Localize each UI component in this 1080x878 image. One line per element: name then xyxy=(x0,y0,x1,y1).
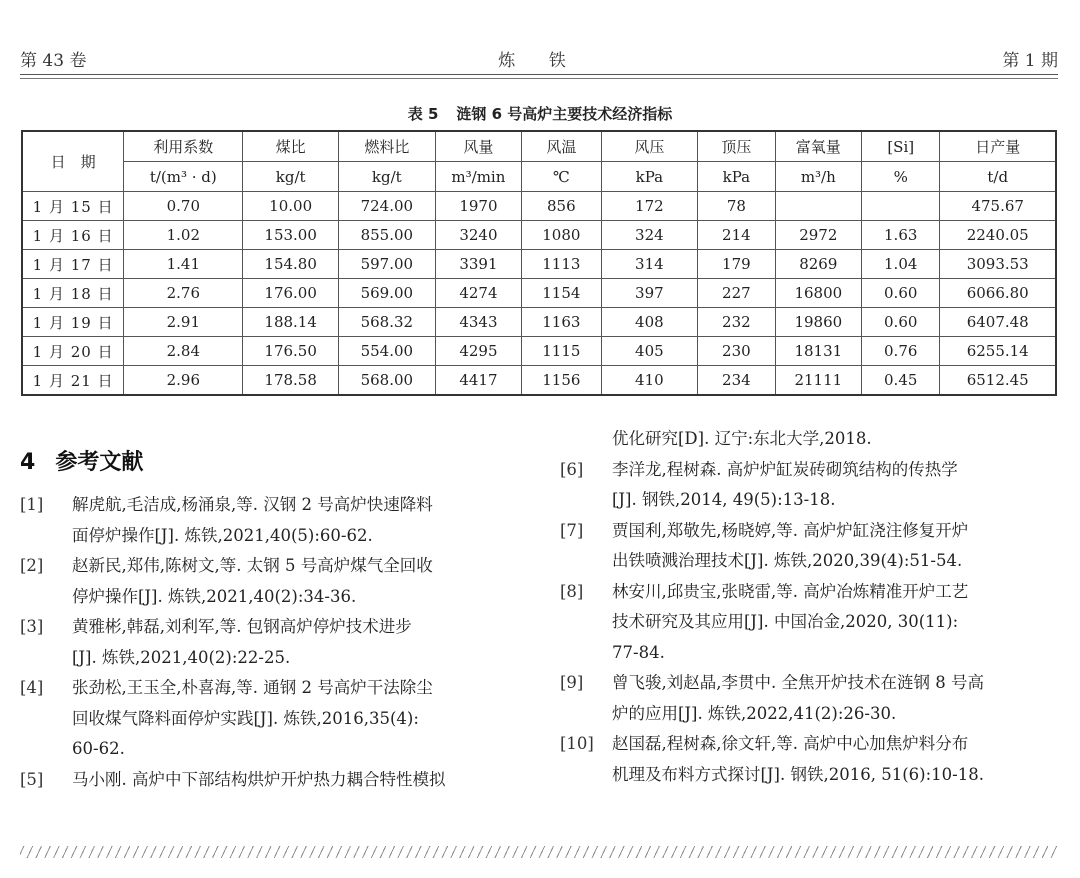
table-cell: 410 xyxy=(601,366,698,396)
table-header-row xyxy=(22,131,1056,162)
reference-index: [2] xyxy=(20,556,44,575)
table-cell: 554.00 xyxy=(338,337,435,366)
table-cell: 1970 xyxy=(435,192,522,221)
table-cell: 8269 xyxy=(775,250,862,279)
date-cell: 1 月 15 日 xyxy=(22,192,124,221)
table-cell: 324 xyxy=(601,221,698,250)
table-cell: 234 xyxy=(698,366,775,396)
table-cell: 597.00 xyxy=(338,250,435,279)
reference-line: 李洋龙,程树森. 高炉炉缸炭砖砌筑结构的传热学 xyxy=(612,459,958,479)
table-cell: 153.00 xyxy=(243,221,339,250)
table-cell: 227 xyxy=(698,279,775,308)
decorative-border xyxy=(20,846,1058,858)
table-cell: 1080 xyxy=(522,221,601,250)
table-cell: 856 xyxy=(522,192,601,221)
table-row xyxy=(22,308,1056,337)
table-cell: 230 xyxy=(698,337,775,366)
table-cell: 6255.14 xyxy=(940,337,1056,366)
reference-item xyxy=(560,455,1060,516)
date-cell: 1 月 18 日 xyxy=(22,279,124,308)
reference-item xyxy=(20,673,532,765)
table-cell: 0.60 xyxy=(862,308,940,337)
table-cell: 405 xyxy=(601,337,698,366)
reference-line: 贾国利,郑敬先,杨晓婷,等. 高炉炉缸浇注修复开炉 xyxy=(612,520,969,540)
reference-line: [J]. 钢铁,2014, 49(5):13-18. xyxy=(612,490,836,509)
column-unit: ℃ xyxy=(522,162,601,192)
table-number: 表 5 xyxy=(407,105,439,123)
table-body xyxy=(22,192,1056,396)
table-cell: 0.70 xyxy=(124,192,243,221)
table-cell: 4295 xyxy=(435,337,522,366)
table-cell: 188.14 xyxy=(243,308,339,337)
table-cell: 1.04 xyxy=(862,250,940,279)
journal-name: 炼 铁 xyxy=(498,51,580,71)
reference-line: 赵新民,郑伟,陈树文,等. 太钢 5 号高炉煤气全回收 xyxy=(72,556,433,575)
table-row xyxy=(22,279,1056,308)
reference-line: 面停炉操作[J]. 炼铁,2021,40(5):60-62. xyxy=(72,525,373,545)
table-cell: 2.76 xyxy=(124,279,243,308)
table-cell: 214 xyxy=(698,221,775,250)
table-cell: 0.60 xyxy=(862,279,940,308)
column-unit: kPa xyxy=(698,162,775,192)
reference-item xyxy=(560,516,1060,577)
column-header: 燃料比 xyxy=(338,131,435,162)
table-row xyxy=(22,250,1056,279)
date-cell: 1 月 21 日 xyxy=(22,366,124,396)
column-header: 顶压 xyxy=(698,131,775,162)
table-cell: 172 xyxy=(601,192,698,221)
table-cell: 1.63 xyxy=(862,221,940,250)
column-header: [Si] xyxy=(862,131,940,162)
table-cell: 569.00 xyxy=(338,279,435,308)
section-number: 4 xyxy=(20,450,36,475)
reference-line: 解虎航,毛洁成,杨涌泉,等. 汉钢 2 号高炉快速降料 xyxy=(72,495,433,514)
section-title: 参考文献 xyxy=(55,450,144,475)
reference-line: 60-62. xyxy=(72,739,125,758)
date-cell: 1 月 19 日 xyxy=(22,308,124,337)
table-cell: 314 xyxy=(601,250,698,279)
reference-index: [1] xyxy=(20,495,44,514)
table-cell: 19860 xyxy=(775,308,862,337)
column-header-date: 日 期 xyxy=(22,131,124,192)
column-unit: kg/t xyxy=(338,162,435,192)
table-cell: 724.00 xyxy=(338,192,435,221)
reference-item xyxy=(560,424,1060,455)
table-cell: 10.00 xyxy=(243,192,339,221)
column-header: 利用系数 xyxy=(124,131,243,162)
table-row xyxy=(22,337,1056,366)
column-unit: m³/min xyxy=(435,162,522,192)
table-cell: 855.00 xyxy=(338,221,435,250)
column-header: 风温 xyxy=(522,131,601,162)
reference-line: 出铁喷溅治理技术[J]. 炼铁,2020,39(4):51-54. xyxy=(612,551,963,570)
reference-item xyxy=(20,551,532,612)
reference-index: [6] xyxy=(560,459,584,479)
reference-line: 机理及布料方式探讨[J]. 钢铁,2016, 51(6):10-18. xyxy=(612,764,984,784)
section-heading xyxy=(20,445,143,476)
table-cell: 18131 xyxy=(775,337,862,366)
references-column-right xyxy=(560,424,1060,790)
reference-item xyxy=(560,668,1060,729)
table-cell: 0.76 xyxy=(862,337,940,366)
column-unit: t/d xyxy=(940,162,1056,192)
table-cell: 1113 xyxy=(522,250,601,279)
reference-index: [9] xyxy=(560,673,584,692)
reference-index: [5] xyxy=(20,769,44,789)
table-cell: 2240.05 xyxy=(940,221,1056,250)
table-cell: 2.96 xyxy=(124,366,243,396)
reference-line: 黄雅彬,韩磊,刘利军,等. 包钢高炉停炉技术进步 xyxy=(72,617,412,636)
table-cell: 1.41 xyxy=(124,250,243,279)
table-cell: 2972 xyxy=(775,221,862,250)
table-cell: 3240 xyxy=(435,221,522,250)
reference-line: 马小刚. 高炉中下部结构烘炉开炉热力耦合特性模拟 xyxy=(72,769,446,789)
column-unit: % xyxy=(862,162,940,192)
reference-line: 林安川,邱贵宝,张晓雷,等. 高炉冶炼精准开炉工艺 xyxy=(612,581,969,601)
reference-item xyxy=(560,577,1060,669)
table-cell: 408 xyxy=(601,308,698,337)
reference-index: [3] xyxy=(20,617,44,636)
table-cell: 4417 xyxy=(435,366,522,396)
table-cell: 176.50 xyxy=(243,337,339,366)
reference-item xyxy=(560,729,1060,790)
volume-label: 第 43 卷 xyxy=(20,51,87,71)
table-cell: 2.91 xyxy=(124,308,243,337)
reference-line: 曾飞骏,刘赵晶,李贯中. 全焦开炉技术在涟钢 8 号高 xyxy=(612,673,984,692)
table-cell: 154.80 xyxy=(243,250,339,279)
table-cell: 3391 xyxy=(435,250,522,279)
references-column-left xyxy=(20,490,532,795)
table-cell: 232 xyxy=(698,308,775,337)
column-unit: kg/t xyxy=(243,162,339,192)
reference-line: 炉的应用[J]. 炼铁,2022,41(2):26-30. xyxy=(612,703,897,723)
column-header: 富氧量 xyxy=(775,131,862,162)
table-cell: 176.00 xyxy=(243,279,339,308)
reference-line: 停炉操作[J]. 炼铁,2021,40(2):34-36. xyxy=(72,586,357,606)
reference-item xyxy=(20,765,532,796)
date-cell: 1 月 20 日 xyxy=(22,337,124,366)
table-cell: 2.84 xyxy=(124,337,243,366)
reference-line: 回收煤气降料面停炉实践[J]. 炼铁,2016,35(4): xyxy=(72,708,419,728)
table-cell: 1163 xyxy=(522,308,601,337)
reference-index: [7] xyxy=(560,520,584,540)
table-cell: 21111 xyxy=(775,366,862,396)
table-row xyxy=(22,221,1056,250)
table-cell: 6407.48 xyxy=(940,308,1056,337)
table-cell xyxy=(862,192,940,221)
table-title-text: 涟钢 6 号高炉主要技术经济指标 xyxy=(456,105,673,123)
column-header: 日产量 xyxy=(940,131,1056,162)
column-unit: m³/h xyxy=(775,162,862,192)
reference-line: [J]. 炼铁,2021,40(2):22-25. xyxy=(72,647,291,667)
table-cell: 475.67 xyxy=(940,192,1056,221)
table-cell: 568.32 xyxy=(338,308,435,337)
table-cell: 178.58 xyxy=(243,366,339,396)
column-unit: kPa xyxy=(601,162,698,192)
table-cell: 1156 xyxy=(522,366,601,396)
column-header: 煤比 xyxy=(243,131,339,162)
column-unit: t/(m³ · d) xyxy=(124,162,243,192)
table-cell: 568.00 xyxy=(338,366,435,396)
table-cell: 6066.80 xyxy=(940,279,1056,308)
date-cell: 1 月 17 日 xyxy=(22,250,124,279)
issue-label: 第 1 期 xyxy=(1002,51,1058,71)
reference-line: 77-84. xyxy=(612,642,665,662)
reference-item xyxy=(20,612,532,673)
table-cell: 4274 xyxy=(435,279,522,308)
table-row xyxy=(22,366,1056,396)
reference-line: 技术研究及其应用[J]. 中国冶金,2020, 30(11): xyxy=(612,612,959,631)
reference-line: 张劲松,王玉全,朴喜海,等. 通钢 2 号高炉干法除尘 xyxy=(72,678,433,697)
table-cell: 6512.45 xyxy=(940,366,1056,396)
date-cell: 1 月 16 日 xyxy=(22,221,124,250)
table-cell: 397 xyxy=(601,279,698,308)
column-header: 风压 xyxy=(601,131,698,162)
running-header xyxy=(20,40,1058,70)
table-cell: 1115 xyxy=(522,337,601,366)
reference-line: 赵国磊,程树森,徐文轩,等. 高炉中心加焦炉料分布 xyxy=(612,734,969,753)
table-cell: 0.45 xyxy=(862,366,940,396)
table-cell xyxy=(775,192,862,221)
table-unit-row xyxy=(22,162,1056,192)
header-rule xyxy=(20,74,1058,75)
table-cell: 179 xyxy=(698,250,775,279)
table-cell: 1154 xyxy=(522,279,601,308)
table-row xyxy=(22,192,1056,221)
table-cell: 1.02 xyxy=(124,221,243,250)
indicators-table xyxy=(21,130,1057,396)
reference-index: [10] xyxy=(560,734,594,753)
column-header: 风量 xyxy=(435,131,522,162)
table-cell: 78 xyxy=(698,192,775,221)
reference-index: [4] xyxy=(20,678,44,697)
reference-line: 优化研究[D]. 辽宁:东北大学,2018. xyxy=(612,429,872,448)
table-cell: 3093.53 xyxy=(940,250,1056,279)
reference-index: [8] xyxy=(560,581,584,601)
reference-item xyxy=(20,490,532,551)
table-cell: 16800 xyxy=(775,279,862,308)
table-caption xyxy=(0,103,1080,124)
table-cell: 4343 xyxy=(435,308,522,337)
header-rule-thin xyxy=(20,78,1058,79)
